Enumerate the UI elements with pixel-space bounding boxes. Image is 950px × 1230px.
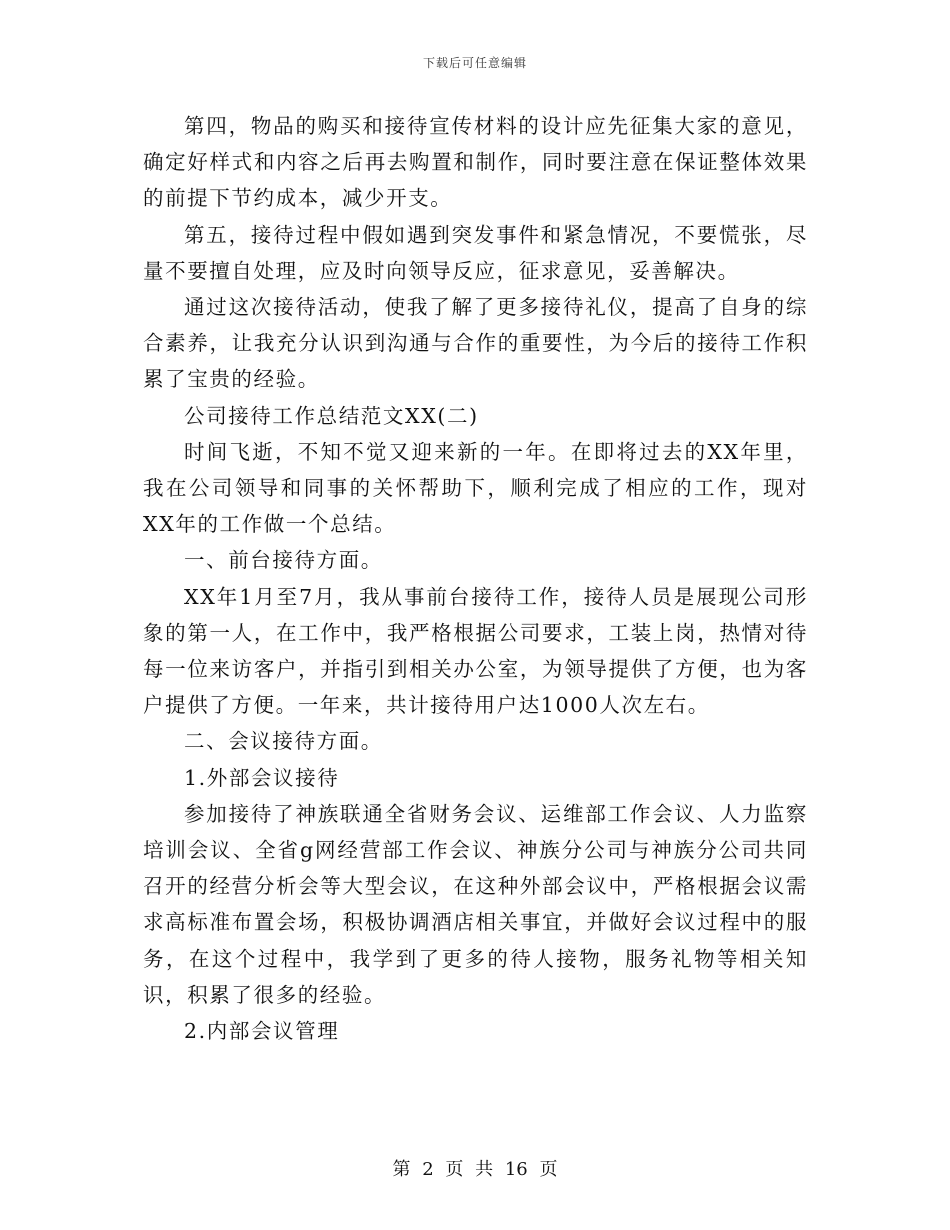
- subheading-external-meetings: 1.外部会议接待: [184, 765, 340, 790]
- paragraph-summary: 通过这次接待活动，使我了解了更多接待礼仪，提高了自身的综合素养，让我充分认识到沟通与合作的重要性，为今后的接待工作积累了宝贵的经验。: [143, 295, 808, 392]
- paragraph-external-meetings: 参加接待了神族联通全省财务会议、运维部工作会议、人力监察培训会议、全省g网经营部工作会议、神族分公司与神族分公司共同召开的经营分析会等大型会议，在这种外部会议中，严格根据会议需求高标准布置会场，积极协调酒店相关事宜，并做好会议过程中的服务，在这个过程中，我学到了更多的待人接物，服务礼物等相关知识，积累了很多的经验。: [143, 801, 808, 1007]
- section-title: 公司接待工作总结范文XX(二): [184, 403, 479, 428]
- paragraph-intro: 时间飞逝，不知不觉又迎来新的一年。在即将过去的XX年里，我在公司领导和同事的关怀帮助下，顺利完成了相应的工作，现对XX年的工作做一个总结。: [143, 439, 808, 537]
- paragraph-fifth-point: 第五，接待过程中假如遇到突发事件和紧急情况，不要慌张，尽量不要擅自处理，应及时向领导反应，征求意见，妥善解决。: [143, 222, 808, 283]
- page-header: 下载后可任意编辑: [422, 56, 527, 70]
- document-body: [143, 108, 808, 1049]
- paragraph-front-desk: XX年1月至7月，我从事前台接待工作，接待人员是展现公司形象的第一人，在工作中，我严格根据公司要求，工装上岗，热情对待每一位来访客户，并指引到相关办公室，为领导提供了方便，也为客户提供了方便。一年来，共计接待用户达1000人次左右。: [143, 584, 808, 718]
- heading-meeting-reception: 二、会议接待方面。: [184, 729, 383, 754]
- heading-front-desk: 一、前台接待方面。: [184, 548, 383, 573]
- paragraph-fourth-point: 第四，物品的购买和接待宣传材料的设计应先征集大家的意见，确定好样式和内容之后再去购置和制作，同时要注意在保证整体效果的前提下节约成本，减少开支。: [143, 114, 808, 211]
- page-footer: 第 2 页 共 16 页: [392, 1159, 558, 1180]
- subheading-internal-meetings: 2.内部会议管理: [184, 1019, 340, 1044]
